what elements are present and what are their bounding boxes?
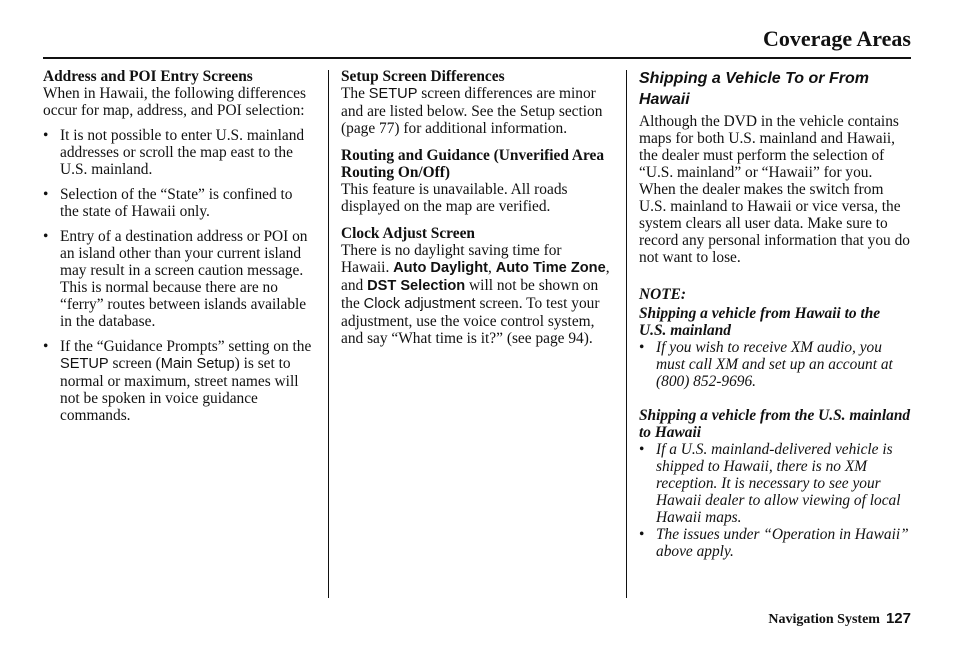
column-divider: [626, 70, 627, 598]
footer-label: Navigation System: [768, 612, 880, 627]
list-item: [43, 338, 315, 424]
page-number: 127: [885, 610, 911, 627]
list-item: [639, 441, 911, 526]
list-item-text: Selection of the “State” is confined to the state of Hawaii only.: [60, 186, 293, 220]
main-setup-screen-name: Main Setup: [160, 356, 235, 372]
setup-screen-name: SETUP: [60, 356, 109, 372]
section-heading: Routing and Guidance (Unverified Area Routing On/Off): [341, 147, 605, 181]
list-item-text: Entry of a destination address or POI on an island other than your current island may result in a screen caution message. This is normal because there are no “ferry” routes between islands available in the database.: [60, 228, 308, 330]
difference-list: [43, 127, 315, 424]
list-item: [639, 526, 911, 560]
auto-time-zone-label: Auto Time Zone: [495, 260, 606, 276]
note-subheading: Shipping a vehicle from Hawaii to the U.S. mainland: [639, 305, 881, 339]
list-item-text: It is not possible to enter U.S. mainland addresses or scroll the map east to the U.S. mainland.: [60, 127, 305, 178]
section-text: [341, 85, 613, 137]
list-item-text: ) is set to normal or maximum, street names will not be spoken in voice guidance commands.: [60, 355, 299, 424]
section-heading: Shipping a Vehicle To or From Hawaii: [639, 70, 869, 108]
note-subheading: Shipping a vehicle from the U.S. mainland to Hawaii: [639, 407, 911, 441]
list-item-text: The issues under “Operation in Hawaii” above apply.: [656, 526, 909, 560]
column-shipping: [639, 68, 911, 560]
section-text: This feature is unavailable. All roads displayed on the map are verified.: [341, 181, 568, 215]
column-divider: [328, 70, 329, 598]
section-text: Although the DVD in the vehicle contains maps for both U.S. mainland and Hawaii, the dealer must perform the selection of “U.S. mainland” or “Hawaii” for you. When the dealer makes the switch from U.S. mainland to Hawaii or vice versa, the system clears all user data. Make sure to record any personal information that you do not want to lose.: [639, 113, 910, 266]
page-footer: [768, 610, 911, 628]
list-item: [43, 186, 315, 220]
list-item-text: screen (: [108, 355, 161, 372]
column-address-poi: [43, 68, 315, 432]
section-heading: Address and POI Entry Screens: [43, 68, 253, 85]
text-run: will not be shown on the: [341, 277, 599, 312]
text-run: screen. To test your adjustment, use the voice control system, and say “What time is it?” (see page 94).: [341, 295, 600, 347]
list-item-text: If you wish to receive XM audio, you must call XM and set up an account at (800) 852-9696.: [656, 339, 893, 390]
clock-adjust-section: [341, 225, 613, 347]
section-text: [341, 242, 613, 347]
text-run: The: [341, 85, 369, 102]
setup-screen-section: [341, 68, 613, 137]
list-item: [639, 339, 911, 390]
list-item: [43, 127, 315, 178]
note-list: [639, 339, 911, 390]
section-heading: Clock Adjust Screen: [341, 225, 475, 242]
title-rule: [43, 57, 911, 59]
section-heading: Setup Screen Differences: [341, 68, 505, 85]
text-run: , and: [341, 259, 610, 294]
intro-text: When in Hawaii, the following differences occur for map, address, and POI selection:: [43, 85, 306, 119]
text-run: screen differences are minor and are listed below. See the Setup section (page 77) for additional information.: [341, 85, 603, 137]
routing-guidance-section: [341, 147, 613, 215]
text-run: ,: [488, 259, 496, 276]
dst-selection-label: DST Selection: [367, 278, 466, 294]
auto-daylight-label: Auto Daylight: [393, 260, 488, 276]
text-run: There is no daylight saving time for Hawaii.: [341, 242, 562, 276]
setup-screen-name: SETUP: [368, 86, 418, 102]
page-title: Coverage Areas: [762, 26, 911, 51]
note-label: NOTE:: [639, 286, 687, 303]
list-item-text: If the “Guidance Prompts” setting on the: [60, 338, 312, 355]
column-setup-differences: [341, 68, 613, 357]
note-list: [639, 441, 911, 560]
clock-adjustment-screen-name: Clock adjustment: [363, 296, 476, 312]
spacer: [639, 390, 911, 407]
list-item: [43, 228, 315, 330]
list-item-text: If a U.S. mainland-delivered vehicle is shipped to Hawaii, there is no XM reception. It is necessary to see your Hawaii dealer to allow viewing of local Hawaii maps.: [656, 441, 901, 526]
